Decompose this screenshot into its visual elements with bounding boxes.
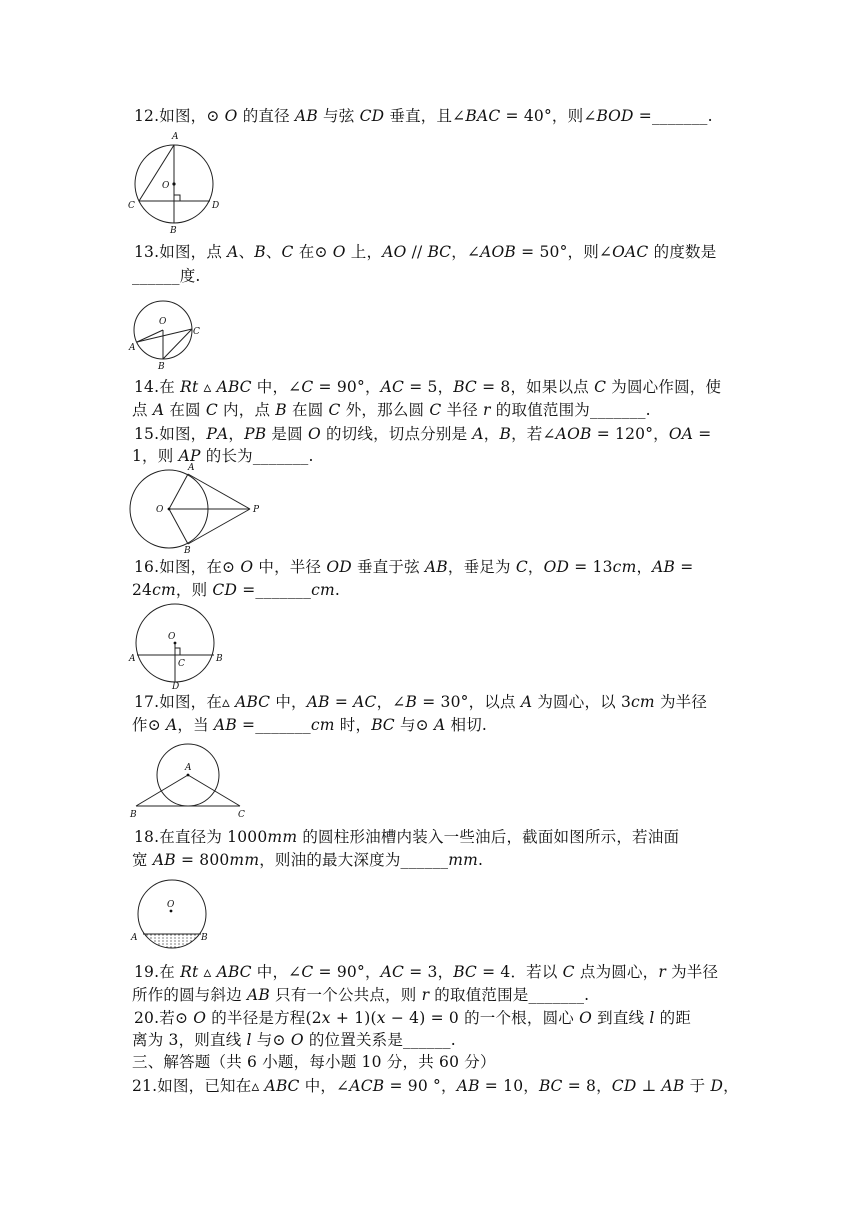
fig13-label-o: O xyxy=(159,317,167,327)
fig12-label-b: B xyxy=(170,226,177,236)
fig12-label-o: O xyxy=(162,181,170,191)
fig13-label-c: C xyxy=(193,327,200,337)
fig18-oil-tank-diagram xyxy=(126,877,226,955)
fig16-label-d: D xyxy=(172,682,180,692)
fig18-label-a: A xyxy=(131,933,138,943)
q15-line-2: 1，则 𝐴𝑃 的长为_______. xyxy=(132,447,314,465)
q19-line-1: 19.在 𝑅𝑡 ▵ 𝐴𝐵𝐶 中，∠𝐶 = 90°，𝐴𝐶 = 3，𝐵𝐶 = 4．若以 𝐶 点为圆心，𝑟 为半径 xyxy=(134,963,719,981)
q13-line-2: ______度. xyxy=(132,267,201,285)
fig17-triangle-diagram xyxy=(124,740,254,820)
q20-line-1: 20.若⊙ 𝑂 的半径是方程(2𝑥 + 1)(𝑥 − 4) = 0 的一个根，圆心 𝑂 到直线 𝑙 的距 xyxy=(134,1009,692,1027)
q16-line-2: 24𝑐𝑚，则 𝐶𝐷 =_______𝑐𝑚. xyxy=(132,581,340,599)
fig15-label-a: A xyxy=(188,463,195,473)
section-heading: 三、解答题（共 6 小题，每小题 10 分，共 60 分） xyxy=(132,1053,496,1071)
fig12-label-c: C xyxy=(128,201,135,211)
fig17-label-b: B xyxy=(130,810,137,820)
fig15-label-b: B xyxy=(184,546,191,556)
q18-line-1: 18.在直径为 1000𝑚𝑚 的圆柱形油槽内装入一些油后，截面如图所示，若油面 xyxy=(134,828,680,846)
q15-line-1: 15.如图，𝑃𝐴，𝑃𝐵 是圆 𝑂 的切线，切点分别是 𝐴，𝐵，若∠𝐴𝑂𝐵 = 120°，𝑂𝐴 = xyxy=(134,425,712,443)
fig12-label-d: D xyxy=(212,201,220,211)
q16-line-1: 16.如图，在⊙ 𝑂 中，半径 𝑂𝐷 垂直于弦 𝐴𝐵，垂足为 𝐶，𝑂𝐷 = 13𝑐𝑚，𝐴𝐵 = xyxy=(134,558,694,576)
fig12-label-a: A xyxy=(172,132,179,142)
fig13-label-b: B xyxy=(158,362,165,372)
fig15-tangent-diagram xyxy=(124,462,274,554)
fig12-circle-diagram xyxy=(124,128,234,238)
fig18-label-b: B xyxy=(201,933,208,943)
fig16-label-c: C xyxy=(178,659,185,669)
q17-line-1: 17.如图，在▵ 𝐴𝐵𝐶 中，𝐴𝐵 = 𝐴𝐶，∠𝐵 = 30°，以点 𝐴 为圆心，以 3𝑐𝑚 为半径 xyxy=(134,693,708,711)
q21-line-1: 21.如图，已知在▵ 𝐴𝐵𝐶 中，∠𝐴𝐶𝐵 = 90 °，𝐴𝐵 = 10，𝐵𝐶 = 8，𝐶𝐷 ⊥ 𝐴𝐵 于 𝐷， xyxy=(132,1077,739,1095)
q14-line-1: 14.在 𝑅𝑡 ▵ 𝐴𝐵𝐶 中，∠𝐶 = 90°，𝐴𝐶 = 5，𝐵𝐶 = 8，如果以点 𝐶 为圆心作圆，使 xyxy=(134,378,722,396)
q20-line-2: 离为 3，则直线 𝑙 与⊙ 𝑂 的位置关系是______. xyxy=(132,1031,456,1049)
fig15-label-p: P xyxy=(253,505,260,515)
fig16-label-o: O xyxy=(168,632,176,642)
fig13-label-a: A xyxy=(129,343,136,353)
q18-line-2: 宽 𝐴𝐵 = 800𝑚𝑚，则油的最大深度为______𝑚𝑚. xyxy=(132,851,484,869)
fig17-label-c: C xyxy=(238,810,245,820)
q12-line-1: 12.如图，⊙ 𝑂 的直径 𝐴𝐵 与弦 𝐶𝐷 垂直，且∠𝐵𝐴𝐶 = 40°，则∠𝐵𝑂𝐷 =_______. xyxy=(134,107,713,125)
fig16-label-b: B xyxy=(216,654,223,664)
q14-line-2: 点 𝐴 在圆 𝐶 内，点 𝐵 在圆 𝐶 外，那么圆 𝐶 半径 𝑟 的取值范围为_______. xyxy=(132,401,651,419)
q19-line-2: 所作的圆与斜边 𝐴𝐵 只有一个公共点，则 𝑟 的取值范围是_______. xyxy=(132,986,590,1004)
q13-line-1: 13.如图，点 𝐴、𝐵、𝐶 在⊙ 𝑂 上，𝐴𝑂 // 𝐵𝐶，∠𝐴𝑂𝐵 = 50°，则∠𝑂𝐴𝐶 的度数是 xyxy=(134,243,717,261)
q17-line-2: 作⊙ 𝐴，当 𝐴𝐵 =_______𝑐𝑚 时，𝐵𝐶 与⊙ 𝐴 相切. xyxy=(132,716,488,734)
fig17-label-a: A xyxy=(185,763,192,773)
fig13-circle-diagram xyxy=(126,292,216,374)
fig16-circle-diagram xyxy=(126,600,230,690)
fig15-label-o: O xyxy=(156,505,164,515)
fig18-label-o: O xyxy=(167,900,175,910)
fig16-label-a: A xyxy=(129,654,136,664)
